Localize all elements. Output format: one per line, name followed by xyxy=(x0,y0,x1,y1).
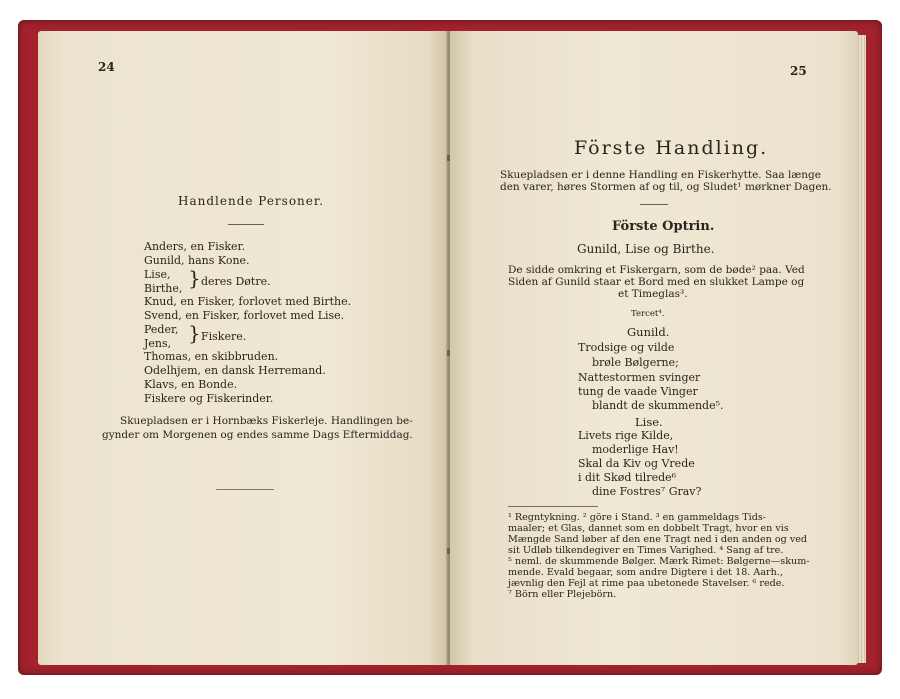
cast-item: Klavs, en Bonde. xyxy=(144,378,238,391)
cast-item: Lise, xyxy=(144,268,171,281)
setting-line: Skuepladsen er i Hornbæks Fiskerleje. Handlingen be- xyxy=(120,415,413,427)
right-page xyxy=(450,31,858,665)
footnote-line: mende. Evald begaar, som andre Digtere i det 18. Aarh., xyxy=(508,567,783,578)
cast-item: Birthe, xyxy=(144,282,183,295)
verse-line: brøle Bølgerne; xyxy=(592,356,679,369)
verse-line: Skal da Kiv og Vrede xyxy=(578,457,695,470)
speaker-name: Gunild. xyxy=(627,325,670,339)
verse-line: i dit Skød tilrede⁶ xyxy=(578,471,677,484)
tercet-label: Tercet⁴. xyxy=(631,309,665,319)
verse-line: blandt de skummende⁵. xyxy=(592,399,724,412)
cast-item: Odelhjem, en dansk Herremand. xyxy=(144,364,326,377)
brace: } xyxy=(188,321,201,345)
right-page-number: 25 xyxy=(790,64,807,78)
stage-direction-line: Siden af Gunild staar et Bord med en slukket Lampe og xyxy=(508,276,805,288)
scene-title: Förste Optrin. xyxy=(612,219,715,234)
cast-group-label: deres Døtre. xyxy=(201,275,271,288)
act-title: Förste Handling. xyxy=(574,137,769,159)
footnote-line: ¹ Regntykning. ² göre i Stand. ³ en gammeldags Tids- xyxy=(508,512,767,523)
cast-item: Peder, xyxy=(144,323,179,336)
cast-item: Svend, en Fisker, forlovet med Lise. xyxy=(144,309,345,322)
cast-item: Gunild, hans Kone. xyxy=(144,254,250,267)
verse-line: moderlige Hav! xyxy=(592,443,679,456)
setting-line: gynder om Morgenen og endes samme Dags Eftermiddag. xyxy=(102,429,413,441)
cast-item: Fiskere og Fiskerinder. xyxy=(144,392,274,405)
divider xyxy=(640,204,668,205)
footnote-line: ⁵ neml. de skummende Bølger. Mærk Rimet: Bølgerne—skum- xyxy=(508,556,810,567)
divider xyxy=(216,489,274,490)
footnote-line: maaler; et Glas, dannet som en dobbelt Tragt, hvor en vis xyxy=(508,523,789,534)
footnote-line: ⁷ Börn eller Plejebörn. xyxy=(508,589,617,600)
verse-line: Trodsige og vilde xyxy=(578,341,675,354)
verse-line: dine Fostres⁷ Grav? xyxy=(592,485,702,498)
cast-item: Anders, en Fisker. xyxy=(144,240,246,253)
left-page-number: 24 xyxy=(98,60,115,74)
footnote-rule xyxy=(508,506,598,507)
divider xyxy=(228,224,264,225)
verse-line: Livets rige Kilde, xyxy=(578,429,674,442)
verse-line: tung de vaade Vinger xyxy=(578,385,698,398)
speaker-name: Lise. xyxy=(635,415,663,429)
setting-line: Skuepladsen er i denne Handling en Fiskerhytte. Saa længe xyxy=(500,169,821,181)
left-page xyxy=(38,31,448,665)
footnote-line: sit Udløb tilkendegiver en Times Varighed. ⁴ Sang af tre. xyxy=(508,545,784,556)
cast-item: Knud, en Fisker, forlovet med Birthe. xyxy=(144,295,352,308)
setting-line: den varer, høres Stormen af og til, og Sludet¹ mørkner Dagen. xyxy=(500,181,832,193)
footnote-line: Mængde Sand løber af den ene Tragt ned i den anden og ved xyxy=(508,534,808,545)
cast-item: Jens, xyxy=(144,337,172,350)
cast-group-label: Fiskere. xyxy=(201,330,247,343)
verse-line: Nattestormen svinger xyxy=(578,371,701,384)
cast-item: Thomas, en skibbruden. xyxy=(144,350,279,363)
scene-characters: Gunild, Lise og Birthe. xyxy=(577,242,715,256)
stage-direction-line: De sidde omkring et Fiskergarn, som de bøde² paa. Ved xyxy=(508,264,805,276)
cast-heading: Handlende Personer. xyxy=(178,194,325,208)
stage-direction-line: et Timeglas³. xyxy=(618,288,688,300)
footnote-line: jævnlig den Fejl at rime paa ubetonede Stavelser. ⁶ rede. xyxy=(508,578,785,589)
brace: } xyxy=(188,266,201,290)
